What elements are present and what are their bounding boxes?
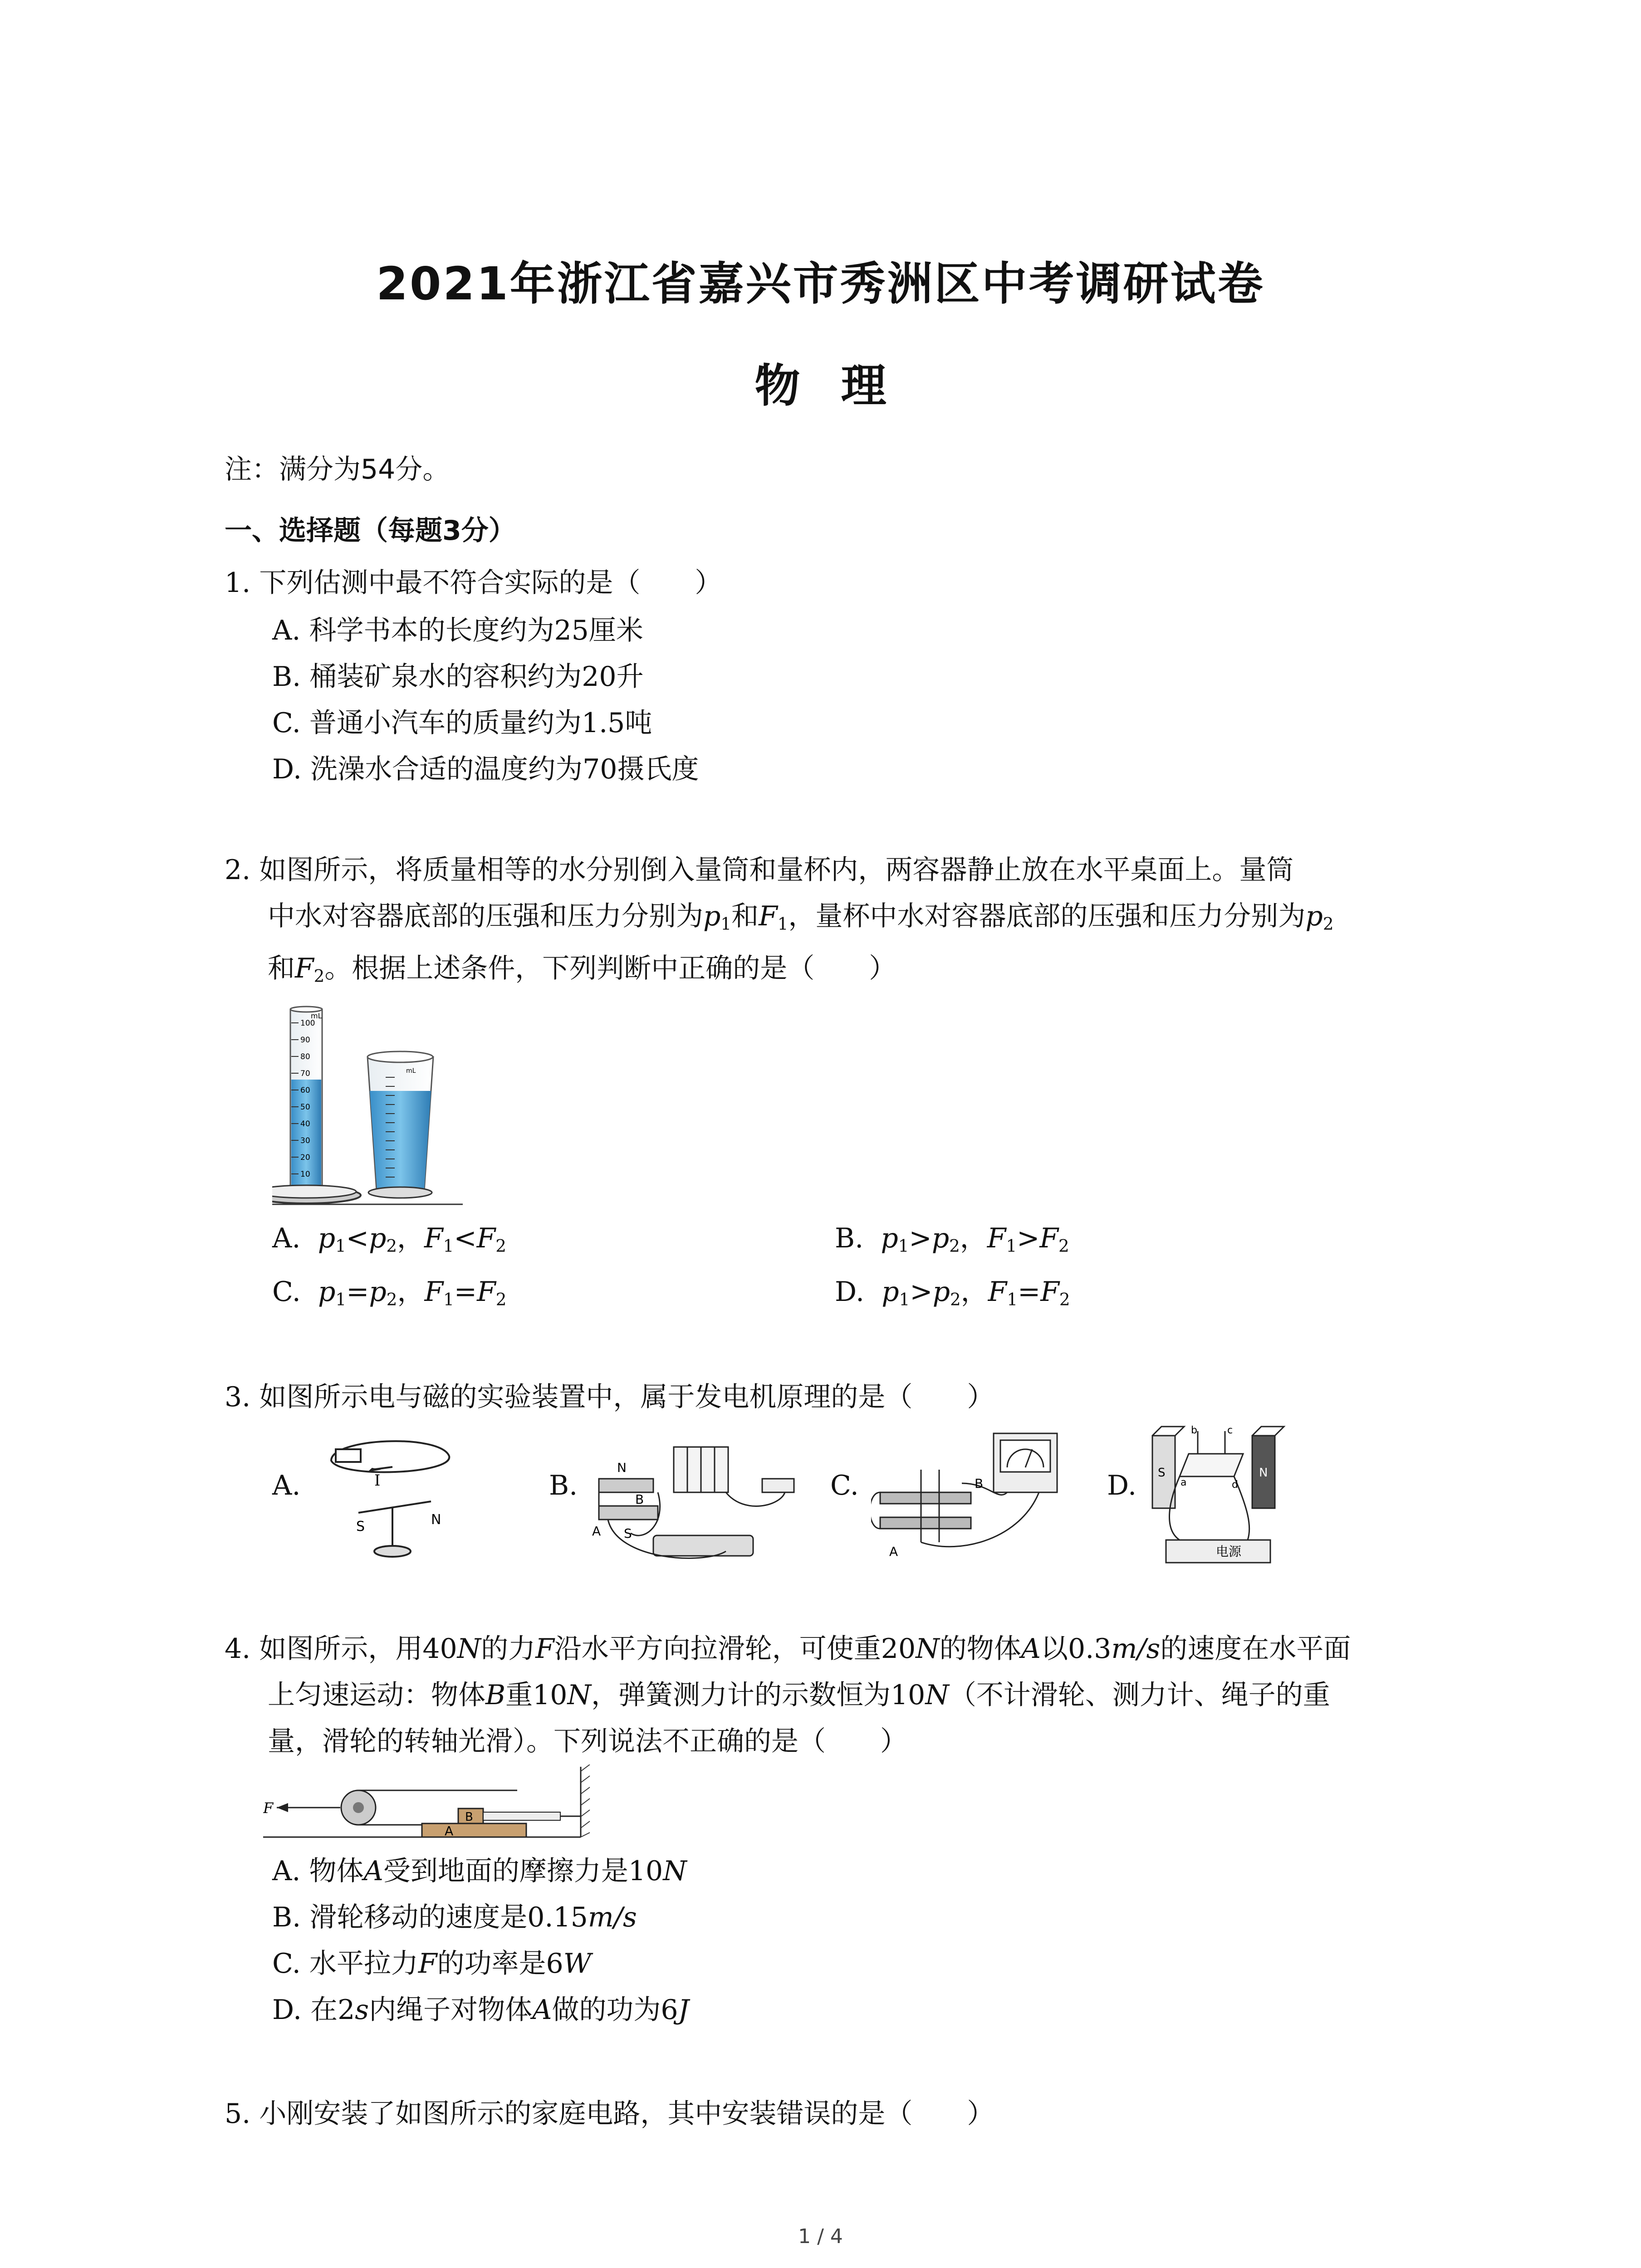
exam-title: 2021年浙江省嘉兴市秀洲区中考调研试卷 — [376, 257, 1265, 310]
graduated-cylinder — [272, 1007, 361, 1203]
fig-d-d-label: d — [1232, 1479, 1238, 1491]
q4-option-d: D. 在2s内绳子对物体A做的功为6J — [272, 1994, 689, 2026]
q4-stem-line3: 量，滑轮的转轴光滑）。下列说法不正确的是（ ） — [268, 1725, 907, 1757]
q3-option-d-label: D. — [1107, 1470, 1137, 1501]
fig-d-a-label: a — [1181, 1477, 1187, 1488]
q2-stem-line1: 2. 如图所示，将质量相等的水分别倒入量筒和量杯内，两容器静止放在水平桌面上。量筒 — [225, 854, 1294, 886]
cylinder-and-cup-figure — [272, 1005, 463, 1218]
q1-option-b: B. 桶装矿泉水的容积约为20升 — [272, 661, 644, 693]
q3-option-b-label: B. — [549, 1470, 578, 1501]
q1-option-d: D. 洗澡水合适的温度约为70摄氏度 — [272, 753, 699, 785]
cylinder-tick-label: 10 — [300, 1170, 310, 1179]
fig-d-power-label: 电源 — [1216, 1544, 1242, 1559]
hatching — [581, 1765, 590, 1837]
spring-scale — [483, 1812, 560, 1820]
cylinder-tick-label: 80 — [300, 1052, 310, 1061]
q4-stem-line2: 上匀速运动：物体B重10N，弹簧测力计的示数恒为10N（不计滑轮、测力计、绳子的重 — [268, 1679, 1330, 1711]
fig-b-a-label: A — [592, 1524, 601, 1539]
fig-a-current-label: I — [374, 1471, 381, 1490]
q1-option-c: C. 普通小汽车的质量约为1.5吨 — [272, 707, 652, 739]
q2-option-c: C. $p_1=p_2$，$F_1=F_2$ — [272, 1276, 507, 1310]
fig-c-b-label: B — [975, 1476, 984, 1491]
q2-option-a: A. $p_1<p_2$，$F_1<F_2$ — [272, 1222, 506, 1256]
q4-option-b: B. 滑轮移动的速度是0.15m/s — [272, 1901, 637, 1933]
cylinder-tick-label: 70 — [300, 1069, 310, 1078]
cylinder-tick-label: 40 — [300, 1119, 310, 1129]
q5-stem: 5. 小刚安装了如图所示的家庭电路，其中安装错误的是（ ） — [225, 2098, 994, 2130]
fig-a-n-label: N — [431, 1512, 441, 1528]
q3-option-a-label: A. — [272, 1470, 301, 1501]
fig-d-c-label: c — [1227, 1425, 1233, 1436]
cylinder-tick-label: 100 — [300, 1019, 315, 1028]
q1-stem: 1. 下列估测中最不符合实际的是（ ） — [225, 567, 722, 599]
q4-option-c: C. 水平拉力F的功率是6W — [272, 1948, 592, 1980]
fig-a-s-label: S — [356, 1519, 365, 1535]
fig-a-label: A — [445, 1823, 454, 1838]
cylinder-tick-label: 30 — [300, 1136, 310, 1145]
section-heading: 一、选择题（每题3分） — [225, 515, 516, 547]
cylinder-tick-label: 60 — [300, 1086, 310, 1095]
motor-experiment-figure — [590, 1424, 803, 1569]
q4-option-a: A. 物体A受到地面的摩擦力是10N — [272, 1855, 687, 1887]
fig-b-n-label: N — [617, 1460, 627, 1475]
fig-b-s-label: S — [624, 1526, 632, 1541]
q2-stem-line3: 和$F_2$。根据上述条件，下列判断中正确的是（ ） — [268, 953, 896, 986]
cylinder-tick-label: 50 — [300, 1103, 310, 1112]
q1-option-a: A. 科学书本的长度约为25厘米 — [272, 615, 643, 646]
fig-b-b-label: B — [635, 1492, 644, 1507]
fig-d-n-label: N — [1259, 1466, 1268, 1480]
q3-stem: 3. 如图所示电与磁的实验装置中，属于发电机原理的是（ ） — [225, 1381, 994, 1413]
q3-option-c-label: C. — [830, 1470, 859, 1501]
pulley-spring-figure — [263, 1765, 608, 1846]
oersted-experiment-figure — [313, 1429, 458, 1565]
cup-unit: mL — [406, 1067, 416, 1075]
generator-experiment-figure — [871, 1424, 1066, 1565]
q2-option-d: D. $p_1>p_2$，$F_1=F_2$ — [835, 1276, 1070, 1310]
fig-force-label: F — [263, 1799, 274, 1817]
fig-b-label: B — [465, 1810, 473, 1824]
fig-d-b-label: b — [1191, 1425, 1197, 1436]
cylinder-unit: mL — [311, 1012, 322, 1020]
current-in-field-figure — [1148, 1418, 1298, 1572]
fig-d-s-label: S — [1158, 1466, 1166, 1480]
q4-stem-line1: 4. 如图所示，用40N的力F沿水平方向拉滑轮，可使重20N的物体A以0.3m/s的速度在水平面 — [225, 1633, 1351, 1665]
q2-stem-line2: 中水对容器底部的压强和压力分别为$p_1$和$F_1$，量杯中水对容器底部的压强和压力分别为$p_2$ — [268, 900, 1334, 934]
cylinder-tick-label: 90 — [300, 1036, 310, 1045]
fig-c-a-label: A — [889, 1544, 898, 1559]
cylinder-tick-label: 20 — [300, 1153, 310, 1162]
score-note: 注：满分为54分。 — [225, 454, 450, 485]
block-a — [422, 1823, 526, 1837]
subject-title: 物理 — [754, 359, 927, 412]
measuring-cup — [367, 1051, 433, 1198]
q2-option-b: B. $p_1>p_2$，$F_1>F_2$ — [835, 1222, 1069, 1256]
page-number: 1 / 4 — [798, 2225, 843, 2248]
